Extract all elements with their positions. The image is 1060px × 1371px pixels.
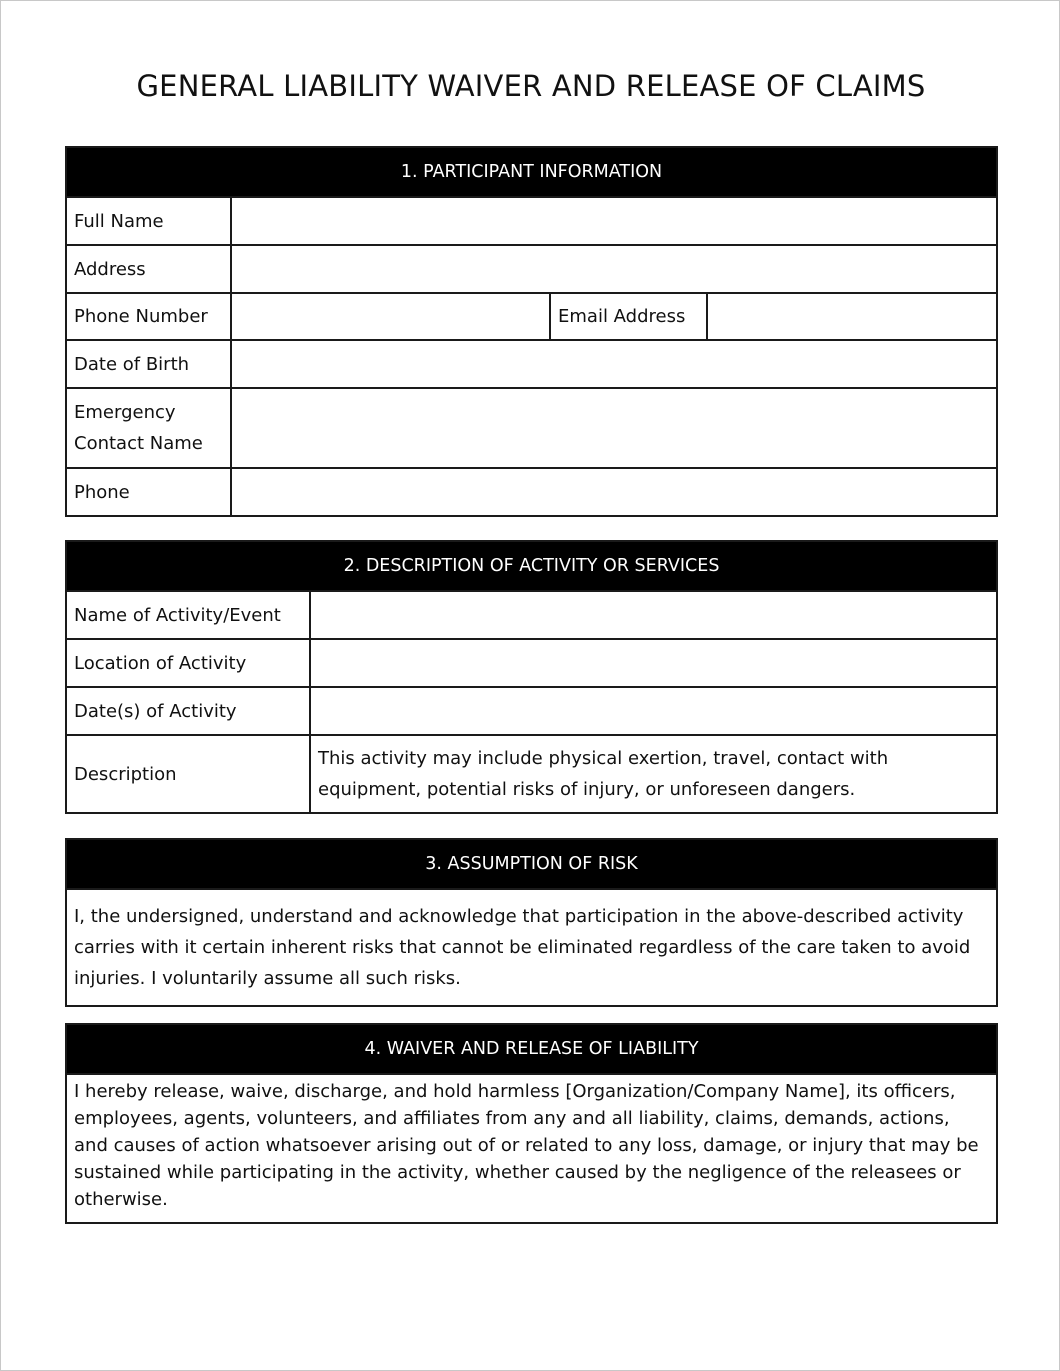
section-heading: 4. WAIVER AND RELEASE OF LIABILITY — [67, 1025, 996, 1073]
description-row — [67, 734, 996, 812]
emergency-label-line-1: Emergency — [74, 402, 176, 423]
location-row — [67, 638, 996, 686]
activity-name-label: Name of Activity/Event — [67, 592, 311, 638]
dates-label: Date(s) of Activity — [67, 688, 311, 734]
date-of-birth-field[interactable] — [232, 341, 996, 387]
section-heading: 3. ASSUMPTION OF RISK — [67, 840, 996, 888]
phone-field[interactable] — [232, 469, 996, 515]
participant-information-section — [65, 146, 998, 517]
phone-row — [67, 467, 996, 515]
address-field[interactable] — [232, 246, 996, 292]
emergency-contact-row — [67, 387, 996, 467]
waiver-release-section — [65, 1023, 998, 1224]
description-label: Description — [67, 736, 311, 812]
description-text: This activity may include physical exertion, travel, contact with equipment, potential risks of injury, or unforeseen dangers. — [318, 748, 889, 800]
waiver-release-text: I hereby release, waive, discharge, and hold harmless [Organization/Company Name], its officers, employees, agents, volunteers, and affiliates from any and all liability, claims, demands, actions, and causes of action whatsoever arising out of or related to any loss, damage, or injury that may be sustained while participating in the activity, whether caused by the negligence of the releasees or otherwise. — [67, 1073, 996, 1222]
assumption-of-risk-section — [65, 838, 998, 1007]
page-title: GENERAL LIABILITY WAIVER AND RELEASE OF CLAIMS — [136, 69, 926, 103]
emergency-label-line-2: Contact Name — [74, 433, 203, 454]
dates-field[interactable] — [311, 688, 996, 734]
address-row — [67, 244, 996, 292]
address-label: Address — [67, 246, 232, 292]
activity-name-row — [67, 590, 996, 638]
full-name-row — [67, 196, 996, 244]
full-name-field[interactable] — [232, 198, 996, 244]
section-heading: 2. DESCRIPTION OF ACTIVITY OR SERVICES — [67, 542, 996, 590]
assumption-of-risk-text: I, the undersigned, understand and acknowledge that participation in the above-described activity carries with it certain inherent risks that cannot be eliminated regardless of the care taken to avoid injuries. I voluntarily assume all such risks. — [67, 888, 996, 1005]
phone-label: Phone — [67, 469, 232, 515]
full-name-label: Full Name — [67, 198, 232, 244]
phone-email-row — [67, 292, 996, 339]
location-field[interactable] — [311, 640, 996, 686]
activity-description-section — [65, 540, 998, 814]
phone-number-field[interactable] — [232, 294, 551, 339]
date-of-birth-row — [67, 339, 996, 387]
date-of-birth-label: Date of Birth — [67, 341, 232, 387]
dates-row — [67, 686, 996, 734]
location-label: Location of Activity — [67, 640, 311, 686]
activity-name-field[interactable] — [311, 592, 996, 638]
emergency-contact-name-label — [67, 389, 232, 467]
email-address-label: Email Address — [551, 294, 708, 339]
section-heading: 1. PARTICIPANT INFORMATION — [67, 148, 996, 196]
emergency-contact-name-field[interactable] — [232, 389, 996, 467]
phone-number-label: Phone Number — [67, 294, 232, 339]
email-address-field[interactable] — [708, 294, 996, 339]
